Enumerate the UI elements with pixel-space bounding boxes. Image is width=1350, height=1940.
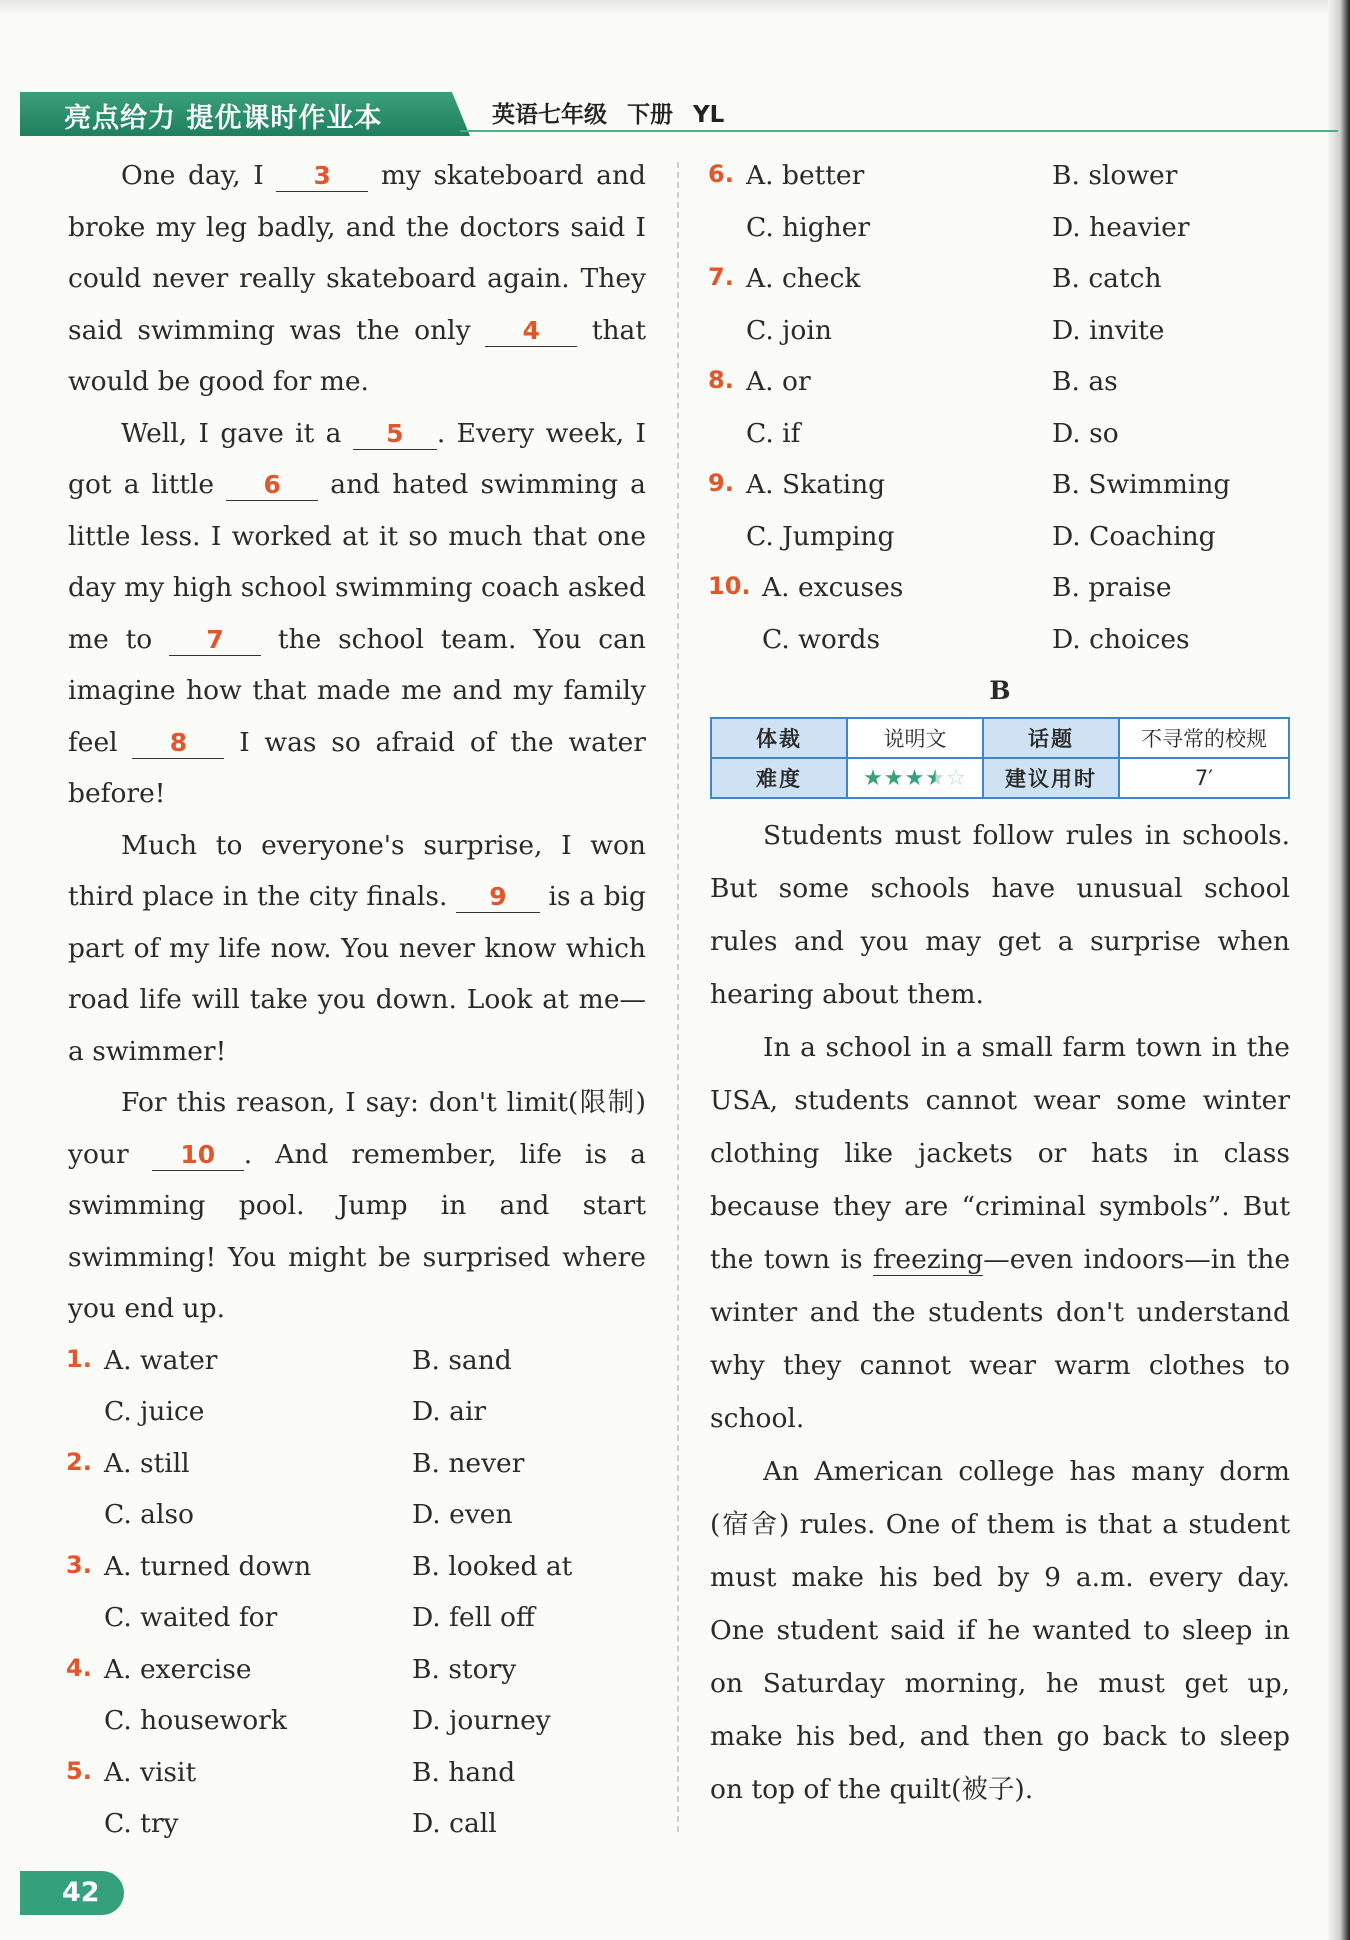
- option-a[interactable]: A. turned down: [104, 1550, 312, 1582]
- page-spine-shadow: [1328, 0, 1350, 1940]
- option-d[interactable]: D. so: [1052, 417, 1119, 449]
- text: my skateboard and broke my leg badly, and the doctors said I could never really skateboard again. They said swimming was the only: [68, 160, 646, 346]
- question-number: 7.: [708, 263, 734, 291]
- answer-blank: 9: [456, 882, 540, 913]
- question-number: 9.: [708, 469, 734, 497]
- option-a[interactable]: A. or: [746, 366, 811, 397]
- question-number: 4.: [66, 1653, 92, 1682]
- answer-blank: 3: [276, 161, 368, 192]
- options-list-6-10: [710, 150, 1290, 665]
- option-c[interactable]: C. waited for: [104, 1602, 278, 1633]
- text: I was so afraid of the water before!: [68, 726, 646, 809]
- option-b[interactable]: B. praise: [1052, 572, 1172, 603]
- question-number: 2.: [66, 1447, 92, 1476]
- text: Much to everyone's surprise, I won third place in the city finals.: [68, 829, 646, 912]
- option-c[interactable]: C. Jumping: [746, 520, 895, 552]
- option-c[interactable]: C. juice: [104, 1396, 205, 1427]
- difficulty-label: 难度: [711, 758, 847, 798]
- option-c[interactable]: C. join: [746, 314, 832, 346]
- question-9: [710, 459, 1290, 511]
- option-a[interactable]: A. better: [746, 160, 865, 191]
- text: that would be good for me.: [68, 314, 646, 397]
- underlined-word: freezing: [872, 1244, 984, 1275]
- question-number: 3.: [66, 1550, 92, 1579]
- option-a[interactable]: A. water: [104, 1344, 218, 1376]
- question-9-cd: [710, 511, 1290, 563]
- question-number: 10.: [708, 572, 751, 600]
- time-label: 建议用时: [983, 758, 1119, 798]
- option-d[interactable]: D. air: [412, 1396, 487, 1427]
- question-8: [710, 356, 1290, 408]
- difficulty-stars: [847, 758, 983, 798]
- option-b[interactable]: B. Swimming: [1052, 469, 1231, 500]
- options-list-1-5: [68, 1335, 646, 1850]
- question-2-cd: [68, 1489, 646, 1541]
- question-6-cd: [710, 202, 1290, 254]
- question-2: [68, 1438, 646, 1490]
- question-1-cd: [68, 1386, 646, 1438]
- text: In a school in a small farm town in the USA, students cannot wear some winter clothing like jackets or hats in class because they are “criminal symbols”. But the town is: [710, 1032, 1290, 1275]
- option-a[interactable]: A. visit: [104, 1756, 197, 1788]
- text: —even indoors—in the winter and the students don't understand why they cannot wear warm clothes to school.: [710, 1244, 1290, 1434]
- text: . And remember, life is a swimming pool. Jump in and start swimming! You might be surprised where you end up.: [68, 1138, 646, 1324]
- option-d[interactable]: D. invite: [1052, 314, 1165, 346]
- right-column: [710, 150, 1290, 1816]
- question-10-cd: [710, 614, 1290, 666]
- text: the school team. You can imagine how that made me and my family feel: [68, 623, 646, 758]
- option-b[interactable]: B. sand: [412, 1344, 512, 1376]
- text: One day, I: [121, 160, 264, 191]
- text: Well, I gave it a: [121, 417, 342, 449]
- option-b[interactable]: B. never: [412, 1447, 525, 1479]
- text: . Every week, I got a little: [68, 417, 646, 500]
- answer-blank: 6: [226, 470, 318, 501]
- passage-b-paragraph-3: An American college has many dorm (宿舍) rules. One of them is that a student must make his bed by 9 a.m. every day. One student said if he wanted to sleep in on Saturday morning, he must get up, make his bed, and then go back to sleep on top of the quilt(被子).: [710, 1456, 1290, 1805]
- question-8-cd: [710, 408, 1290, 460]
- answer-blank: 4: [485, 316, 577, 347]
- option-c[interactable]: C. words: [762, 623, 881, 655]
- column-divider: [677, 162, 679, 1832]
- genre-value: 说明文: [847, 718, 983, 758]
- option-a[interactable]: A. excuses: [762, 572, 904, 603]
- option-b[interactable]: B. story: [412, 1653, 517, 1685]
- question-number: 8.: [708, 366, 734, 394]
- star-rating-icon: ★★★★☆: [863, 765, 967, 791]
- passage-paragraph-3: [68, 820, 646, 1078]
- option-b[interactable]: B. looked at: [412, 1550, 573, 1582]
- time-value: 7′: [1119, 758, 1289, 798]
- option-d[interactable]: D. fell off: [412, 1602, 535, 1633]
- header-rule: [460, 130, 1338, 132]
- question-7: [710, 253, 1290, 305]
- question-3-cd: [68, 1592, 646, 1644]
- passage-paragraph-1: [68, 150, 646, 408]
- page-top-edge: [0, 0, 1350, 16]
- option-b[interactable]: B. slower: [1052, 160, 1178, 191]
- text: For this reason, I say: don't limit(限制) your: [68, 1087, 646, 1170]
- option-c[interactable]: C. higher: [746, 211, 871, 243]
- series-title: 亮点给力 提优课时作业本: [64, 103, 383, 134]
- passage-paragraph-2: [68, 408, 646, 820]
- question-10: [710, 562, 1290, 614]
- question-1: [68, 1335, 646, 1387]
- option-c[interactable]: C. also: [104, 1499, 195, 1530]
- genre-label: 体裁: [711, 718, 847, 758]
- question-5-cd: [68, 1798, 646, 1850]
- option-d[interactable]: D. choices: [1052, 623, 1190, 655]
- option-a[interactable]: A. exercise: [104, 1653, 252, 1685]
- option-c[interactable]: C. try: [104, 1808, 179, 1839]
- left-column: [68, 150, 646, 1850]
- text: and hated swimming a little less. I worked at it so much that one day my high school swimming coach asked me to: [68, 469, 646, 655]
- option-d[interactable]: D. heavier: [1052, 211, 1190, 243]
- option-b[interactable]: B. hand: [412, 1756, 516, 1788]
- topic-value: 不寻常的校规: [1119, 718, 1289, 758]
- option-d[interactable]: D. even: [412, 1499, 513, 1530]
- option-a[interactable]: A. still: [104, 1447, 190, 1479]
- option-d[interactable]: D. journey: [412, 1705, 551, 1736]
- section-b-heading: B: [989, 676, 1011, 705]
- topic-label: 话题: [983, 718, 1119, 758]
- option-d[interactable]: D. call: [412, 1808, 497, 1839]
- question-5: [68, 1747, 646, 1799]
- passage-info-table: [710, 717, 1290, 799]
- option-c[interactable]: C. housework: [104, 1705, 287, 1736]
- option-c[interactable]: C. if: [746, 417, 801, 449]
- option-a[interactable]: A. Skating: [746, 469, 886, 500]
- page-number: 42: [20, 1871, 124, 1915]
- answer-blank: 10: [152, 1140, 244, 1171]
- option-b[interactable]: B. as: [1052, 366, 1118, 397]
- question-number: 5.: [66, 1756, 92, 1785]
- option-d[interactable]: D. Coaching: [1052, 520, 1216, 552]
- answer-blank: 7: [169, 625, 261, 656]
- option-b[interactable]: B. catch: [1052, 263, 1162, 294]
- question-number: 1.: [66, 1344, 92, 1373]
- passage-paragraph-4: [68, 1077, 646, 1335]
- question-4-cd: [68, 1695, 646, 1747]
- question-6: [710, 150, 1290, 202]
- option-a[interactable]: A. check: [746, 263, 861, 294]
- book-subtitle: 英语七年级 下册 YL: [492, 102, 725, 128]
- question-number: 6.: [708, 160, 734, 188]
- passage-b-paragraph-1: Students must follow rules in schools. But some schools have unusual school rules and you may get a surprise when hearing about them.: [710, 820, 1290, 1010]
- question-7-cd: [710, 305, 1290, 357]
- answer-blank: 5: [353, 419, 437, 450]
- answer-blank: 8: [132, 728, 224, 759]
- text: is a big part of my life now. You never know which road life will take you down. Look at me—a swimmer!: [68, 881, 646, 1067]
- question-4: [68, 1644, 646, 1696]
- page-header: [20, 92, 1338, 138]
- passage-b-paragraph-2: [710, 1021, 1290, 1445]
- question-3: [68, 1541, 646, 1593]
